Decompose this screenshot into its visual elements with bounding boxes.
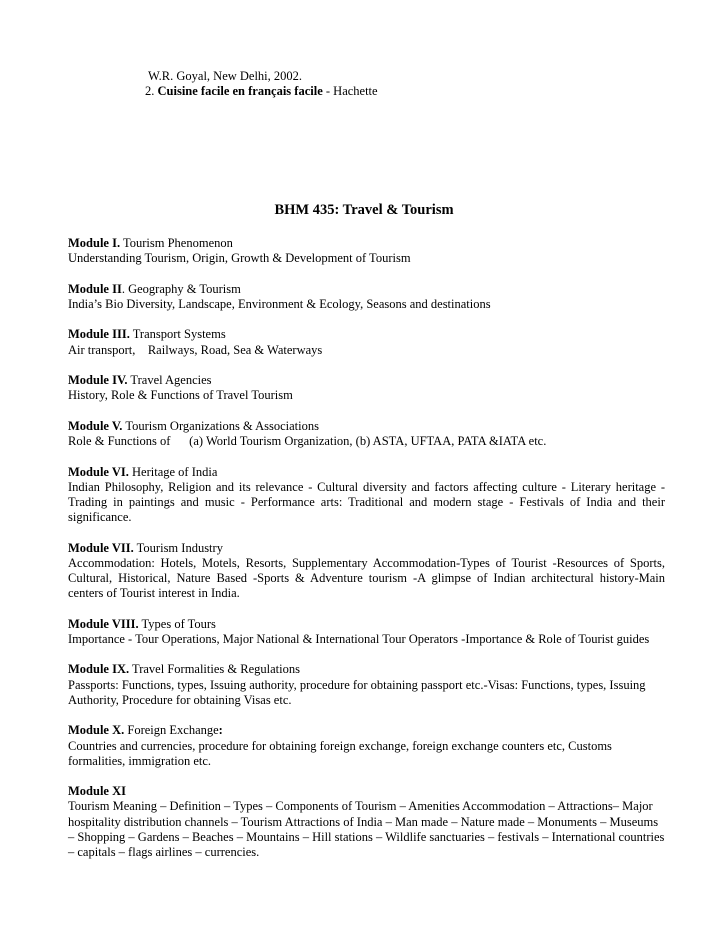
module-7 <box>68 541 665 602</box>
module-label: Module V. <box>68 418 123 433</box>
module-label: Module VII. <box>68 540 134 555</box>
module-label: Module VIII. <box>68 616 139 631</box>
module-3 <box>68 327 665 357</box>
module-list <box>68 236 665 876</box>
module-topic: . Geography & Tourism <box>121 281 241 296</box>
module-topic: Tourism Organizations & Associations <box>122 418 319 433</box>
module-body: Passports: Functions, types, Issuing authority, procedure for obtaining passport etc.-Visas: Functions, types, Issuing Authority, Procedure for obtaining Visas etc. <box>68 677 646 707</box>
module-body: History, Role & Functions of Travel Tourism <box>68 388 293 403</box>
module-4 <box>68 373 665 403</box>
reference-number: 2. <box>145 84 158 99</box>
module-topic: Heritage of India <box>128 464 218 479</box>
module-label: Module VI. <box>68 464 129 479</box>
module-heading <box>68 419 665 434</box>
module-heading <box>68 617 665 632</box>
module-8 <box>68 617 665 647</box>
module-topic: Travel Agencies <box>127 373 212 388</box>
module-topic: Transport Systems <box>129 327 226 342</box>
module-body: Understanding Tourism, Origin, Growth & Development of Tourism <box>68 251 411 266</box>
module-heading <box>68 465 665 480</box>
module-body: Importance - Tour Operations, Major National & International Tour Operators -Importance & Role of Tourist guides <box>68 631 650 646</box>
module-topic: Tourism Industry <box>133 540 223 555</box>
module-heading <box>68 723 665 738</box>
module-body: Air transport, Railways, Road, Sea & Waterways <box>68 342 323 357</box>
module-label: Module IV. <box>68 373 128 388</box>
module-body: India’s Bio Diversity, Landscape, Environment & Ecology, Seasons and destinations <box>68 296 491 311</box>
module-heading <box>68 327 665 342</box>
module-label: Module I. <box>68 236 121 250</box>
module-heading <box>68 784 665 799</box>
module-topic: Foreign Exchange <box>124 723 219 738</box>
module-heading <box>68 236 665 251</box>
module-label: Module X. <box>68 723 125 738</box>
module-topic-colon: : <box>218 723 223 738</box>
module-topic: Types of Tours <box>138 616 216 631</box>
reference-line-2 <box>145 84 378 99</box>
module-body: Role & Functions of (a) World Tourism Organization, (b) ASTA, UFTAA, PATA &IATA etc. <box>68 434 547 449</box>
module-9 <box>68 662 665 708</box>
reference-publisher: - Hachette <box>322 84 378 99</box>
module-5 <box>68 419 665 449</box>
module-label: Module XI <box>68 784 126 799</box>
module-label: Module III. <box>68 327 130 342</box>
module-6 <box>68 465 665 526</box>
module-topic: Travel Formalities & Regulations <box>129 662 300 677</box>
module-1 <box>68 236 665 266</box>
module-body: Indian Philosophy, Religion and its relevance - Cultural diversity and factors affecting culture - Literary heritage - Trading in paintings and music - Performance arts: Traditional and modern stage - Festivals of India and their significance. <box>68 479 665 525</box>
module-label: Module II <box>68 281 122 296</box>
course-title: BHM 435: Travel & Tourism <box>274 202 454 218</box>
module-heading <box>68 373 665 388</box>
reference-line-1: W.R. Goyal, New Delhi, 2002. <box>148 69 303 83</box>
references-block <box>145 69 378 99</box>
module-2 <box>68 282 665 312</box>
module-topic: Tourism Phenomenon <box>120 236 233 250</box>
module-body: Accommodation: Hotels, Motels, Resorts, Supplementary Accommodation-Types of Tourist -Resources of Sports, Cultural, Historical, Nature Based -Sports & Adventure tourism -A glimpse of Indian architectural history-Main centers of Tourist interest in India. <box>68 555 665 601</box>
module-heading <box>68 282 665 297</box>
module-10 <box>68 723 665 769</box>
module-body: Countries and currencies, procedure for obtaining foreign exchange, foreign exchange counters etc, Customs formalities, immigration etc. <box>68 738 612 768</box>
module-body: Tourism Meaning – Definition – Types – Components of Tourism – Amenities Accommodation – Attractions– Major hospitality distribution channels – Tourism Attractions of India – Man made – Nature made – Monuments – Museums – Shopping – Gardens – Beaches – Mountains – Hill stations – Wildlife sanctuaries – festivals – International countries – capitals – flags airlines – currencies. <box>68 799 665 860</box>
reference-book-title: Cuisine facile en français facile <box>157 84 323 99</box>
module-heading <box>68 662 665 677</box>
module-label: Module IX. <box>68 662 130 677</box>
module-11 <box>68 784 665 860</box>
module-heading <box>68 541 665 556</box>
